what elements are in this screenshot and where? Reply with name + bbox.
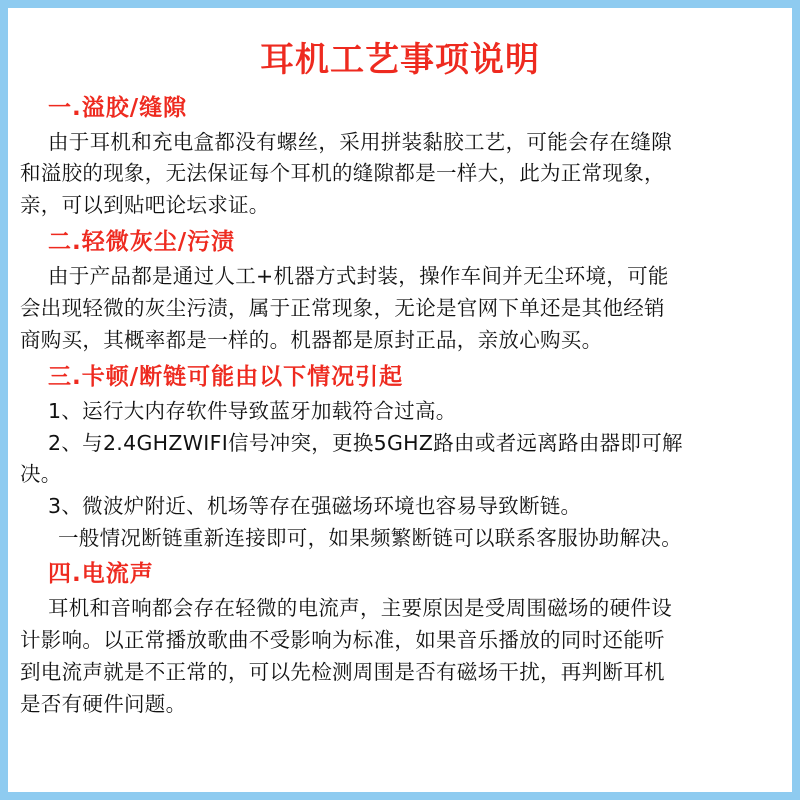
notice-panel [8,8,792,792]
section-1-line-1: 由于耳机和充电盒都没有螺丝，采用拼装黏胶工艺，可能会存在缝隙 [48,130,672,154]
section-4-line-3: 到电流声就是不正常的，可以先检测周围是否有磁场干扰，再判断耳机 [20,660,665,684]
section-1-line-2: 和溢胶的现象，无法保证每个耳机的缝隙都是一样大，此为正常现象， [20,161,665,185]
section-2-line-3: 商购买，其概率都是一样的。机器都是原封正品，亲放心购买。 [20,328,603,352]
section-heading-glue-gap: 一.溢胶/缝隙 [48,95,188,121]
section-3-line-2: 2、与2.4GHZWIFI信号冲突，更换5GHZ路由或者远离路由器即可解 [48,431,683,455]
section-4-line-1: 耳机和音响都会存在轻微的电流声，主要原因是受周围磁场的硬件设 [48,596,672,620]
page-title: 耳机工艺事项说明 [260,40,540,80]
section-3-line-3: 决。 [20,462,62,486]
section-4-line-2: 计影响。以正常播放歌曲不受影响为标准，如果音乐播放的同时还能听 [20,628,665,652]
section-1-line-3: 亲，可以到贴吧论坛求证。 [20,193,270,217]
section-heading-current-noise: 四.电流声 [48,561,154,587]
section-3-line-5: 一般情况断链重新连接即可，如果频繁断链可以联系客服协助解决。 [58,526,682,550]
section-heading-lag-disconnect: 三.卡顿/断链可能由以下情况引起 [48,364,404,390]
section-4-line-4: 是否有硬件问题。 [20,692,187,716]
section-3-line-4: 3、微波炉附近、机场等存在强磁场环境也容易导致断链。 [48,494,582,518]
section-2-line-1: 由于产品都是通过人工+机器方式封装，操作车间并无尘环境，可能 [48,264,669,288]
section-2-line-2: 会出现轻微的灰尘污渍，属于正常现象，无论是官网下单还是其他经销 [20,296,665,320]
section-3-line-1: 1、运行大内存软件导致蓝牙加载符合过高。 [48,399,457,423]
section-heading-dust-stain: 二.轻微灰尘/污渍 [48,229,236,255]
